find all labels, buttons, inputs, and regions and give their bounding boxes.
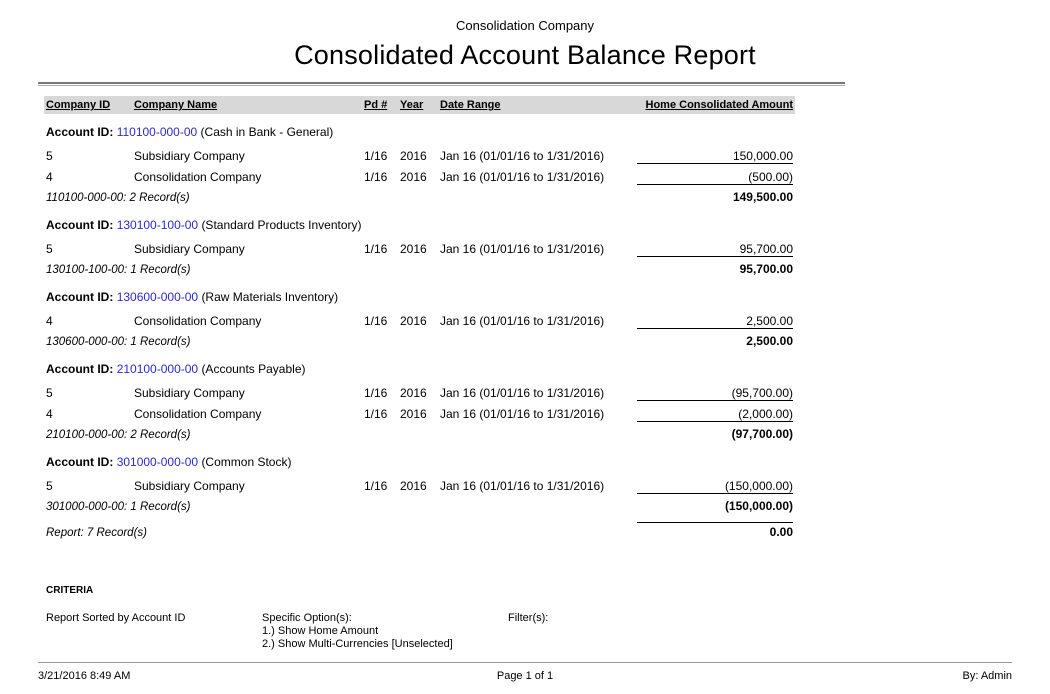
criteria-section: [46, 585, 1012, 651]
cell-company-id: 4: [46, 407, 53, 421]
account-name: (Standard Products Inventory): [201, 218, 362, 232]
subtotal-amount: 95,700.00: [739, 262, 793, 276]
table-row: [44, 404, 795, 425]
cell-company-id: 5: [46, 149, 53, 163]
criteria-options-label: Specific Option(s):: [262, 612, 352, 624]
cell-year: 2016: [400, 170, 427, 184]
subtotal-amount: 2,500.00: [746, 334, 793, 348]
cell-pd: 1/16: [364, 149, 388, 163]
cell-date-range: Jan 16 (01/01/16 to 1/31/2016): [440, 242, 605, 256]
cell-company-id: 5: [46, 386, 53, 400]
report-total-row: [44, 516, 795, 541]
page-title: Consolidated Account Balance Report: [294, 40, 756, 70]
account-id-link[interactable]: 130100-100-00: [116, 218, 199, 232]
cell-year: 2016: [400, 407, 427, 421]
cell-company-id: 4: [46, 314, 53, 328]
cell-year: 2016: [400, 479, 427, 493]
criteria-option: 2.) Show Multi-Currencies [Unselected]: [262, 638, 453, 650]
account-group-header: [46, 362, 795, 376]
account-id-label: Account ID:: [46, 218, 114, 232]
cell-date-range: Jan 16 (01/01/16 to 1/31/2016): [440, 149, 605, 163]
cell-year: 2016: [400, 314, 427, 328]
criteria-option: 1.) Show Home Amount: [262, 625, 379, 637]
group-subtotal-row: [44, 425, 795, 444]
table-header-row: [44, 96, 795, 114]
table-row: [44, 167, 795, 188]
account-name: (Cash in Bank - General): [200, 125, 334, 139]
account-group-header: [46, 218, 795, 232]
cell-pd: 1/16: [364, 407, 388, 421]
cell-company-id: 5: [46, 479, 53, 493]
cell-company-name: Subsidiary Company: [134, 386, 245, 400]
criteria-filters-label: Filter(s):: [508, 612, 549, 624]
cell-pd: 1/16: [364, 479, 388, 493]
group-subtotal-row: [44, 332, 795, 351]
group-subtotal-row: [44, 260, 795, 279]
header-date-range: Date Range: [440, 99, 501, 111]
cell-company-name: Subsidiary Company: [134, 479, 245, 493]
header-year: Year: [400, 99, 424, 111]
account-name: (Common Stock): [201, 455, 292, 469]
report-footer: [38, 662, 1012, 682]
table-row: [44, 146, 795, 167]
cell-company-id: 5: [46, 242, 53, 256]
subtotal-amount: 149,500.00: [732, 190, 793, 204]
header-pd: Pd #: [364, 99, 388, 111]
cell-amount: 150,000.00: [637, 149, 793, 164]
account-group-header: [46, 455, 795, 469]
account-name: (Accounts Payable): [201, 362, 306, 376]
footer-by: By: Admin: [962, 670, 1013, 682]
cell-pd: 1/16: [364, 386, 388, 400]
cell-date-range: Jan 16 (01/01/16 to 1/31/2016): [440, 407, 605, 421]
cell-amount: (2,000.00): [637, 407, 793, 422]
account-id-link[interactable]: 210100-000-00: [116, 362, 199, 376]
cell-company-id: 4: [46, 170, 53, 184]
criteria-options: [262, 612, 508, 651]
subtotal-amount: (97,700.00): [731, 427, 793, 441]
table-row: [44, 239, 795, 260]
criteria-heading: CRITERIA: [46, 585, 94, 596]
cell-company-name: Subsidiary Company: [134, 242, 245, 256]
cell-date-range: Jan 16 (01/01/16 to 1/31/2016): [440, 386, 605, 400]
cell-amount: 95,700.00: [637, 242, 793, 257]
cell-year: 2016: [400, 149, 427, 163]
subtotal-label: 210100-000-00: 2 Record(s): [46, 429, 191, 441]
footer-datetime: 3/21/2016 8:49 AM: [38, 670, 131, 682]
subtotal-label: 301000-000-00: 1 Record(s): [46, 501, 191, 513]
cell-amount: (95,700.00): [637, 386, 793, 401]
report-total-amount: 0.00: [637, 522, 793, 539]
account-id-label: Account ID:: [46, 290, 114, 304]
criteria-sorted-by: Report Sorted by Account ID: [46, 612, 186, 624]
subtotal-label: 110100-000-00: 2 Record(s): [46, 192, 190, 204]
cell-company-name: Consolidation Company: [134, 170, 262, 184]
cell-company-name: Subsidiary Company: [134, 149, 245, 163]
account-id-label: Account ID:: [46, 362, 114, 376]
report-total-label: Report: 7 Record(s): [46, 527, 147, 539]
account-group-header: [46, 290, 795, 304]
footer-page-number: Page 1 of 1: [496, 670, 554, 682]
account-id-link[interactable]: 110100-000-00: [116, 125, 198, 139]
cell-pd: 1/16: [364, 170, 388, 184]
cell-pd: 1/16: [364, 314, 388, 328]
account-id-link[interactable]: 301000-000-00: [116, 455, 199, 469]
cell-date-range: Jan 16 (01/01/16 to 1/31/2016): [440, 314, 605, 328]
account-id-label: Account ID:: [46, 455, 114, 469]
group-subtotal-row: [44, 497, 795, 516]
table-row: [44, 383, 795, 404]
header-amount: Home Consolidated Amount: [645, 99, 793, 111]
cell-year: 2016: [400, 242, 427, 256]
table-row: [44, 311, 795, 332]
cell-year: 2016: [400, 386, 427, 400]
cell-date-range: Jan 16 (01/01/16 to 1/31/2016): [440, 170, 605, 184]
cell-amount: (500.00): [637, 170, 793, 185]
cell-company-name: Consolidation Company: [134, 314, 262, 328]
cell-company-name: Consolidation Company: [134, 407, 262, 421]
header-company-id: Company ID: [46, 99, 111, 111]
subtotal-label: 130600-000-00: 1 Record(s): [46, 336, 191, 348]
cell-pd: 1/16: [364, 242, 388, 256]
subtotal-label: 130100-100-00: 1 Record(s): [46, 264, 191, 276]
table-row: [44, 476, 795, 497]
group-subtotal-row: [44, 188, 795, 207]
account-group-header: [46, 125, 795, 139]
account-name: (Raw Materials Inventory): [201, 290, 339, 304]
account-id-link[interactable]: 130600-000-00: [116, 290, 199, 304]
cell-amount: (150,000.00): [637, 479, 793, 494]
cell-amount: 2,500.00: [637, 314, 793, 329]
account-id-label: Account ID:: [46, 125, 114, 139]
title-divider: [38, 82, 845, 86]
header-company-name: Company Name: [134, 99, 218, 111]
company-name: Consolidation Company: [455, 18, 595, 33]
cell-date-range: Jan 16 (01/01/16 to 1/31/2016): [440, 479, 605, 493]
report-table: [44, 96, 795, 541]
subtotal-amount: (150,000.00): [724, 499, 793, 513]
